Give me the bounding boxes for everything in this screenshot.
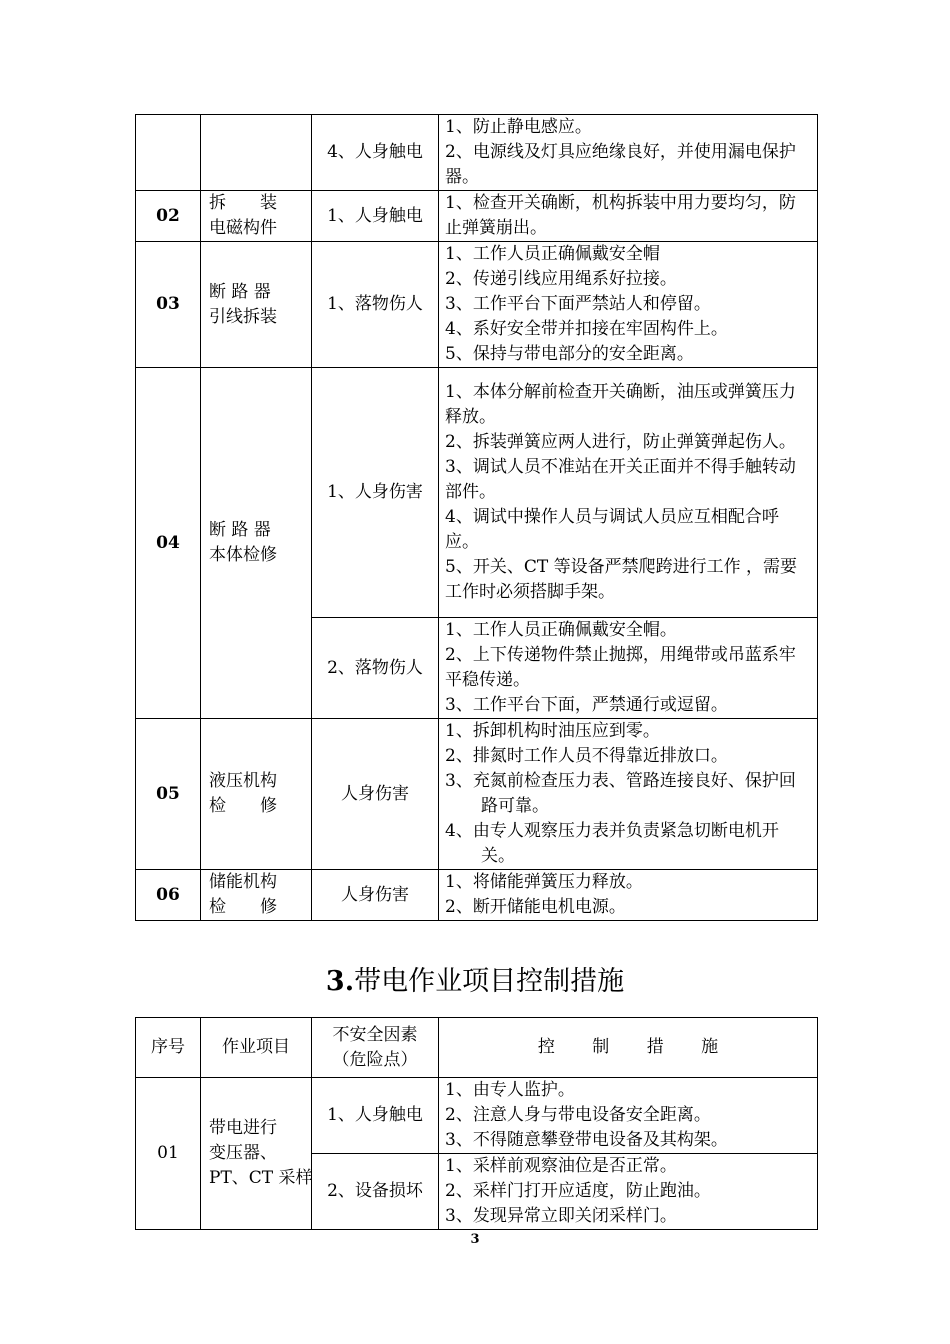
work-item-line: 断 路 器	[209, 281, 271, 302]
work-item-line: 带电进行	[209, 1118, 277, 1138]
risk-label: 2、落物伤人	[327, 657, 423, 678]
risk-label: 1、人身触电	[327, 205, 423, 226]
measure-item: 1、工作人员正确佩戴安全帽	[445, 244, 660, 264]
risk-label: 4、人身触电	[327, 142, 423, 162]
page-number: 3	[470, 1232, 480, 1247]
risk-cell	[312, 191, 439, 242]
measures-cell	[439, 115, 818, 191]
measure-item: 1、检查开关确断，机构拆装中用力要均匀，防止弹簧崩出。	[445, 193, 796, 238]
measure-item: 2、注意人身与带电设备安全距离。	[445, 1105, 711, 1125]
section-title	[0, 962, 950, 1002]
work-item-line: PT、CT 采样	[209, 1168, 313, 1188]
risk-label: 人身伤害	[341, 783, 409, 804]
work-item-line: 液压机构	[209, 771, 277, 791]
row-number-cell: 01	[136, 1078, 201, 1230]
measure-item: 2、电源线及灯具应绝缘良好，并使用漏电保护器。	[445, 142, 796, 187]
work-item-line: 拆 装	[209, 193, 277, 213]
work-item-line: 变压器、	[209, 1143, 277, 1163]
risk-cell	[312, 242, 439, 368]
work-item-line: 电磁构件	[209, 218, 277, 238]
measure-item: 2、排氮时工作人员不得靠近排放口。	[445, 746, 728, 766]
row-number-cell: 03	[136, 242, 201, 368]
measure-item: 2、传递引线应用绳系好拉接。	[445, 269, 677, 289]
measure-item: 1、由专人监护。	[445, 1080, 575, 1100]
row-number-cell: 02	[136, 191, 201, 242]
measure-item: 4、系好安全带并扣接在牢固构件上。	[445, 319, 728, 339]
section-title-text: 带电作业项目控制措施	[354, 966, 625, 997]
work-item-line: 引线拆装	[209, 306, 277, 327]
risk-cell	[312, 1078, 439, 1154]
table-row	[136, 115, 818, 191]
work-item-cell	[201, 368, 312, 719]
measure-item: 3、调试人员不准站在开关正面并不得手触转动部件。	[445, 457, 796, 502]
header-measures	[439, 1018, 818, 1078]
row-number-cell: 06	[136, 870, 201, 921]
measure-item: 2、上下传递物件禁止抛掷，用绳带或吊蓝系牢平稳传递。	[445, 645, 796, 690]
header-risk-line: 不安全因素	[332, 1024, 418, 1045]
measures-cell	[439, 368, 818, 618]
table-row	[136, 719, 818, 870]
risk-label: 1、人身伤害	[327, 482, 423, 502]
measures-cell	[439, 242, 818, 368]
measure-item: 2、拆装弹簧应两人进行，防止弹簧弹起伤人。	[445, 432, 796, 452]
row-number-cell	[136, 115, 201, 191]
live-work-control-table	[135, 1017, 818, 1230]
work-item-line: 检 修	[209, 897, 277, 917]
measure-item: 5、开关、CT 等设备严禁爬跨进行工作 ，需要工作时必须搭脚手架。	[445, 557, 797, 602]
measures-cell	[439, 719, 818, 870]
table-row	[136, 368, 818, 618]
work-item-line: 储能机构	[209, 872, 277, 892]
measures-cell	[439, 191, 818, 242]
header-item: 作业项目	[201, 1018, 312, 1078]
work-item-line: 本体检修	[209, 545, 277, 565]
risk-cell	[312, 719, 439, 870]
table-row	[136, 870, 818, 921]
risk-cell	[312, 1154, 439, 1230]
measures-cell	[439, 1154, 818, 1230]
work-item-cell	[201, 115, 312, 191]
measures-cell	[439, 870, 818, 921]
risk-cell	[312, 870, 439, 921]
measure-item: 2、采样门打开应适度，防止跑油。	[445, 1181, 711, 1201]
work-item-line: 检 修	[209, 796, 277, 816]
header-risk-line: （危险点）	[332, 1049, 418, 1070]
work-item-cell	[201, 1078, 312, 1230]
row-number-cell: 04	[136, 368, 201, 719]
measure-item: 1、防止静电感应。	[445, 117, 592, 137]
risk-label: 1、落物伤人	[327, 294, 423, 314]
measure-item: 3、工作平台下面，严禁通行或逗留。	[445, 695, 728, 715]
work-item-cell	[201, 870, 312, 921]
header-risk	[312, 1018, 439, 1078]
measure-item: 1、工作人员正确佩戴安全帽。	[445, 620, 677, 640]
measures-cell	[439, 1078, 818, 1154]
measure-item: 4、由专人观察压力表并负责紧急切断电机开关。	[445, 821, 779, 866]
table-header-row	[136, 1018, 818, 1078]
measure-item: 1、拆卸机构时油压应到零。	[445, 721, 660, 741]
measure-item: 1、采样前观察油位是否正常。	[445, 1156, 677, 1176]
measure-item: 1、本体分解前检查开关确断，油压或弹簧压力释放。	[445, 382, 796, 427]
work-item-line: 断 路 器	[209, 520, 271, 540]
work-item-cell	[201, 719, 312, 870]
risk-label: 1、人身触电	[327, 1105, 423, 1125]
table-row	[136, 242, 818, 368]
risk-cell	[312, 368, 439, 618]
measure-item: 3、不得随意攀登带电设备及其构架。	[445, 1130, 728, 1150]
risk-cell	[312, 618, 439, 719]
measure-item: 1、将储能弹簧压力释放。	[445, 872, 643, 892]
risk-cell	[312, 115, 439, 191]
measure-item: 3、发现异常立即关闭采样门。	[445, 1206, 677, 1226]
measures-cell	[439, 618, 818, 719]
measure-item: 3、充氮前检查压力表、管路连接良好、保护回路可靠。	[445, 771, 796, 816]
measure-item: 5、保持与带电部分的安全距离。	[445, 344, 694, 364]
risk-label: 人身伤害	[341, 884, 409, 905]
section-number: 3.	[325, 966, 355, 997]
header-no: 序号	[136, 1018, 201, 1078]
measure-item: 2、断开储能电机电源。	[445, 897, 626, 917]
hazard-control-table	[135, 114, 818, 921]
risk-label: 2、设备损坏	[327, 1181, 423, 1201]
measure-item: 3、工作平台下面严禁站人和停留。	[445, 294, 711, 314]
header-measures-label: 控制措施	[537, 1037, 756, 1057]
table-row	[136, 1078, 818, 1154]
work-item-cell	[201, 191, 312, 242]
measure-item: 4、调试中操作人员与调试人员应互相配合呼应。	[445, 507, 779, 552]
row-number-cell: 05	[136, 719, 201, 870]
table-row	[136, 191, 818, 242]
work-item-cell	[201, 242, 312, 368]
